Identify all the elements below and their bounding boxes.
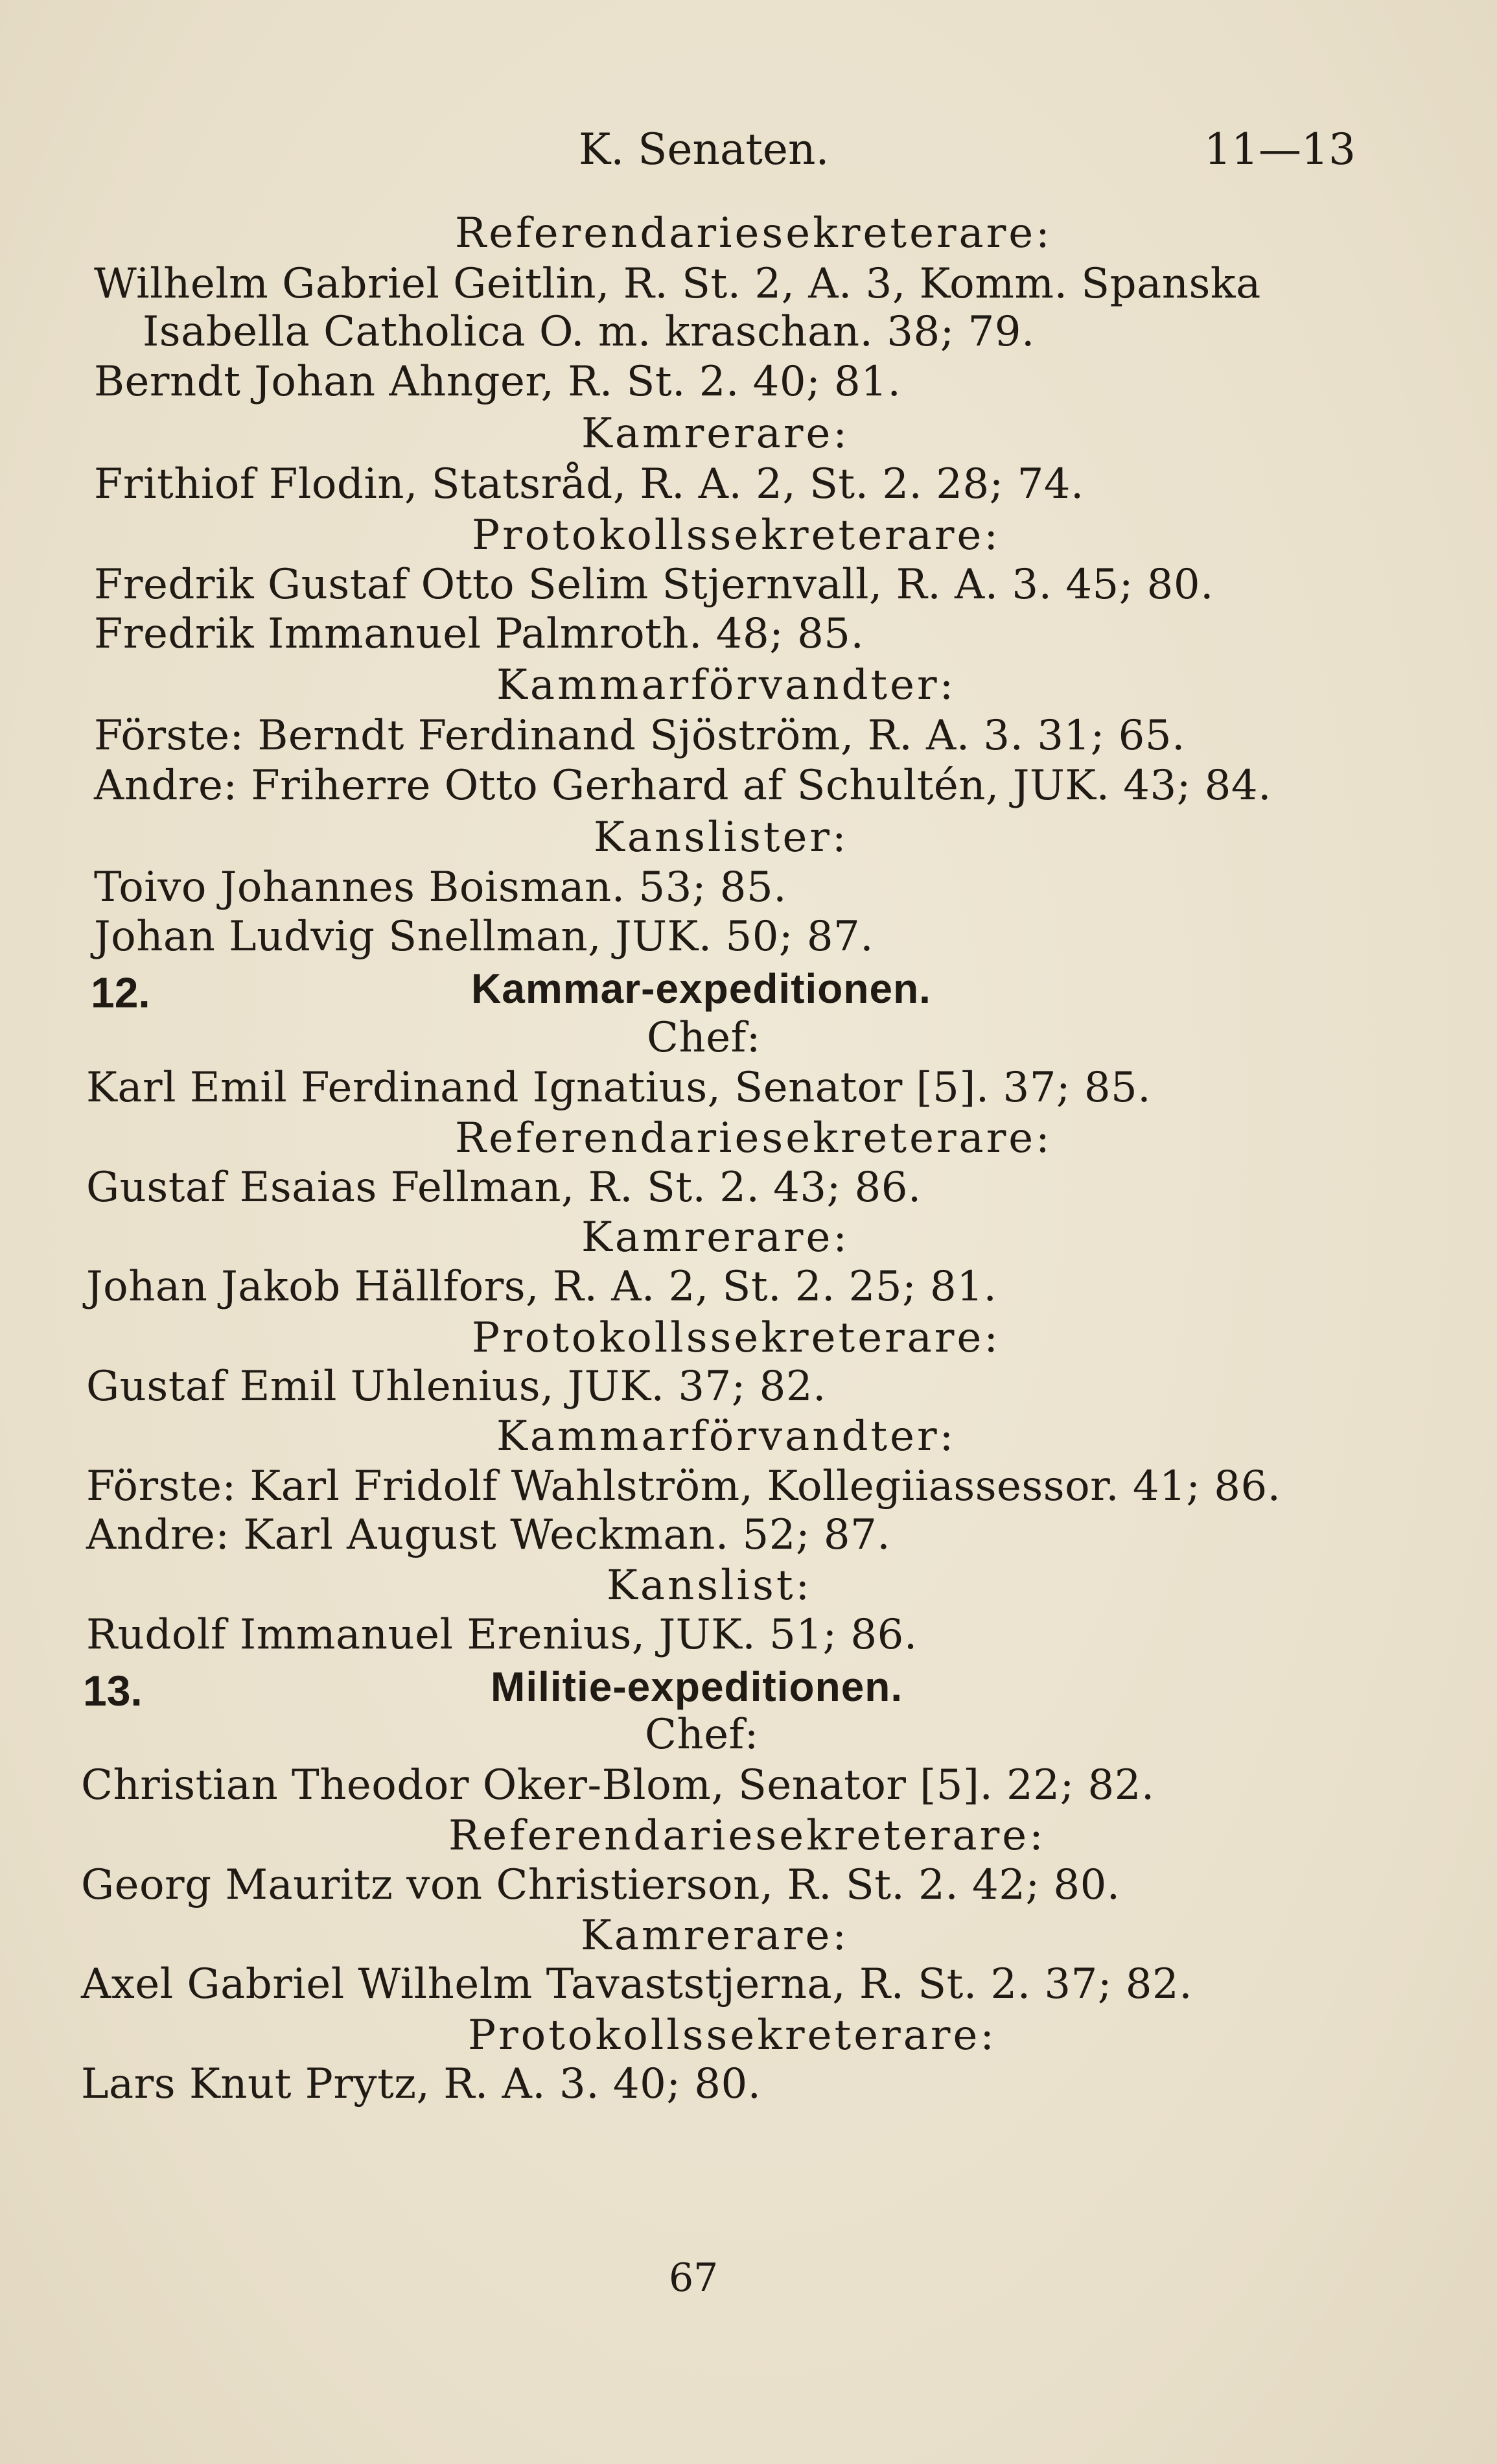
role-heading: Kanslist: <box>607 1562 813 1610</box>
entry-line: Rudolf Immanuel Erenius, JUK. 51; 86. <box>86 1611 918 1659</box>
role-heading: Referendariesekreterare: <box>455 209 1052 257</box>
page-number: 67 <box>669 2255 719 2301</box>
entry-line: Andre: Karl August Weckman. 52; 87. <box>86 1511 891 1559</box>
role-heading: Chef: <box>645 1711 759 1759</box>
entry-line: Fredrik Gustaf Otto Selim Stjernvall, R. A. 3. 45; 80. <box>94 561 1214 609</box>
role-heading: Kamrerare: <box>581 1214 850 1261</box>
entry-line: Gustaf Emil Uhlenius, JUK. 37; 82. <box>86 1363 826 1411</box>
section-number: 12. <box>91 968 150 1016</box>
entry-line: Axel Gabriel Wilhelm Tavaststjerna, R. St. 2. 37; 82. <box>81 1960 1193 2008</box>
role-heading: Referendariesekreterare: <box>448 1812 1046 1860</box>
entry-line: Georg Mauritz von Christierson, R. St. 2. 42; 80. <box>81 1861 1120 1909</box>
entry-line: Förste: Karl Fridolf Wahlström, Kollegiiassessor. 41; 86. <box>86 1462 1281 1510</box>
entry-line: Förste: Berndt Ferdinand Sjöström, R. A. 3. 31; 65. <box>94 712 1185 760</box>
running-head-title: K. Senaten. <box>579 124 830 174</box>
entry-line: Karl Emil Ferdinand Ignatius, Senator [5]. 37; 85. <box>86 1064 1152 1112</box>
role-heading: Chef: <box>647 1014 761 1062</box>
entry-line: Gustaf Esaias Fellman, R. St. 2. 43; 86. <box>86 1164 922 1212</box>
entry-line: Isabella Catholica O. m. kraschan. 38; 79. <box>143 308 1035 356</box>
role-heading: Kamrerare: <box>581 1912 849 1960</box>
entry-line: Lars Knut Prytz, R. A. 3. 40; 80. <box>81 2060 761 2108</box>
running-head-page-range: 11—13 <box>1204 124 1356 174</box>
role-heading: Referendariesekreterare: <box>455 1114 1052 1162</box>
role-heading: Kanslister: <box>594 814 849 862</box>
role-heading: Kamrerare: <box>581 410 850 458</box>
entry-line: Johan Jakob Hällfors, R. A. 2, St. 2. 25; 81. <box>86 1263 997 1311</box>
role-heading: Protokollssekreterare: <box>468 2012 997 2059</box>
entry-line: Berndt Johan Ahnger, R. St. 2. 40; 81. <box>94 358 901 406</box>
entry-line: Johan Ludvig Snellman, JUK. 50; 87. <box>94 913 874 961</box>
section-title: Militie-expeditionen. <box>491 1663 903 1710</box>
role-heading: Kammarförvandter: <box>496 661 957 709</box>
entry-line: Andre: Friherre Otto Gerhard af Schultén, JUK. 43; 84. <box>94 762 1271 810</box>
entry-line: Frithiof Flodin, Statsråd, R. A. 2, St. 2. 28; 74. <box>94 460 1084 508</box>
section-number: 13. <box>83 1667 143 1715</box>
role-heading: Kammarförvandter: <box>496 1413 957 1461</box>
role-heading: Protokollssekreterare: <box>472 1314 1001 1362</box>
entry-line: Toivo Johannes Boisman. 53; 85. <box>94 863 787 911</box>
entry-line: Fredrik Immanuel Palmroth. 48; 85. <box>94 610 865 658</box>
role-heading: Protokollssekreterare: <box>472 511 1001 559</box>
entry-line: Christian Theodor Oker-Blom, Senator [5]. 22; 82. <box>81 1761 1155 1809</box>
section-title: Kammar-expeditionen. <box>471 965 931 1012</box>
entry-line: Wilhelm Gabriel Geitlin, R. St. 2, A. 3, Komm. Spanska <box>94 260 1261 308</box>
